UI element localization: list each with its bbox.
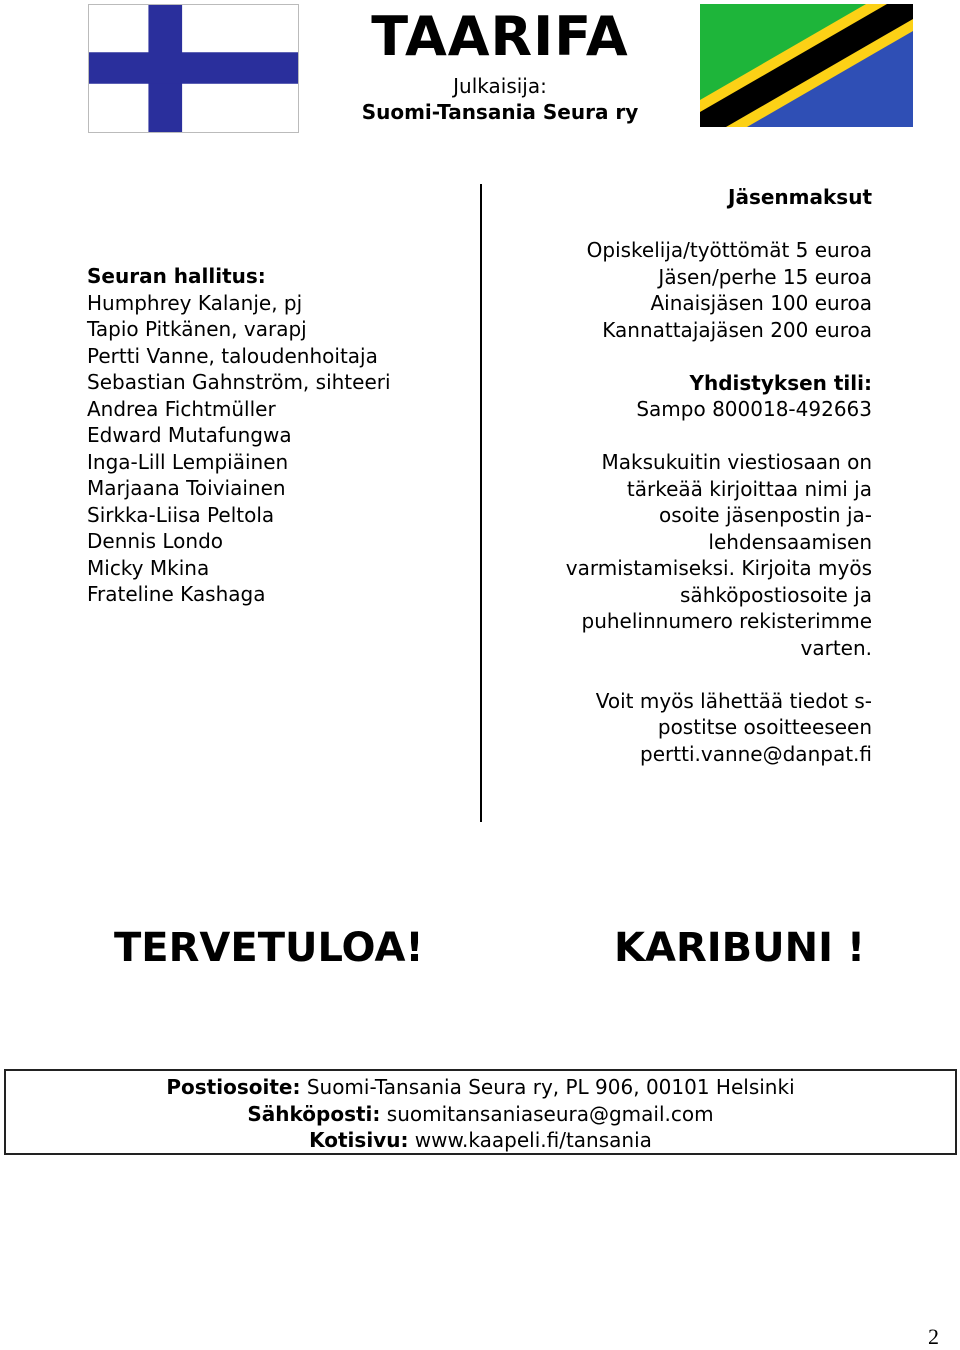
postal-address-line [6,1074,955,1101]
website-line [6,1127,955,1154]
fee-item: Opiskelija/työttömät 5 euroa [586,238,872,262]
instructions-line: sähköpostiosoite ja [680,582,872,607]
instructions-line: varmistamiseksi. Kirjoita myös [565,556,872,580]
fee-item: Jäsen/perhe 15 euroa [658,264,872,289]
publisher-label: Julkaisija: [453,74,547,98]
board-member: Frateline Kashaga [87,582,266,606]
instructions-line: puhelinnumero rekisterimme [581,609,872,633]
contact-email: pertti.vanne@danpat.fi [640,741,872,766]
greeting-swahili: KARIBUNI ! [614,925,866,971]
postal-value: Suomi-Tansania Seura ry, PL 906, 00101 Helsinki [300,1075,795,1099]
finland-flag-image [88,4,299,133]
newsletter-title: TAARIFA [371,5,629,68]
fee-item: Kannattajajäsen 200 euroa [602,317,872,342]
instructions-line: varten. [800,635,872,660]
website-label: Kotisivu: [309,1128,409,1152]
fees-section [500,184,872,767]
publisher-name: Suomi-Tansania Seura ry [361,100,639,124]
contact-info-box [4,1069,957,1155]
board-member: Micky Mkina [87,555,210,580]
postal-label: Postiosoite: [166,1075,301,1099]
instructions-line: osoite jäsenpostin ja- [659,503,872,527]
email-line [6,1101,955,1128]
board-member: Edward Mutafungwa [87,423,292,447]
email-label: Sähköposti: [247,1101,381,1126]
board-member: Sirkka-Liisa Peltola [87,502,275,527]
board-member: Andrea Fichtmüller [87,396,276,421]
fees-heading: Jäsenmaksut [728,185,872,209]
board-member: Marjaana Toiviainen [87,476,286,500]
email-value: suomitansaniaseura@gmail.com [380,1101,714,1126]
board-member: Dennis Londo [87,529,224,553]
website-value: www.kaapeli.fi/tansania [408,1128,652,1152]
instructions-line: tärkeää kirjoittaa nimi ja [626,476,872,501]
column-divider [480,184,482,822]
tanzania-flag-image [700,4,913,127]
account-heading: Yhdistyksen tili: [689,370,872,395]
account-number: Sampo 800018-492663 [636,397,872,421]
board-member: Tapio Pitkänen, varapj [87,317,307,341]
board-member: Humphrey Kalanje, pj [87,290,303,315]
instructions-line: Maksukuitin viestiosaan on [601,450,872,474]
email-info-line: postitse osoitteeseen [657,715,872,739]
page-number: 2 [928,1324,939,1349]
board-member: Inga-Lill Lempiäinen [87,449,289,474]
board-section [87,263,477,608]
board-member: Pertti Vanne, taloudenhoitaja [87,343,378,368]
board-member: Sebastian Gahnström, sihteeri [87,370,391,394]
board-heading: Seuran hallitus: [87,264,266,288]
greeting-finnish: TERVETULOA! [114,925,424,971]
email-info-line: Voit myös lähettää tiedot s- [595,688,872,713]
fee-item: Ainaisjäsen 100 euroa [650,291,872,315]
instructions-line: lehdensaamisen [708,529,872,554]
